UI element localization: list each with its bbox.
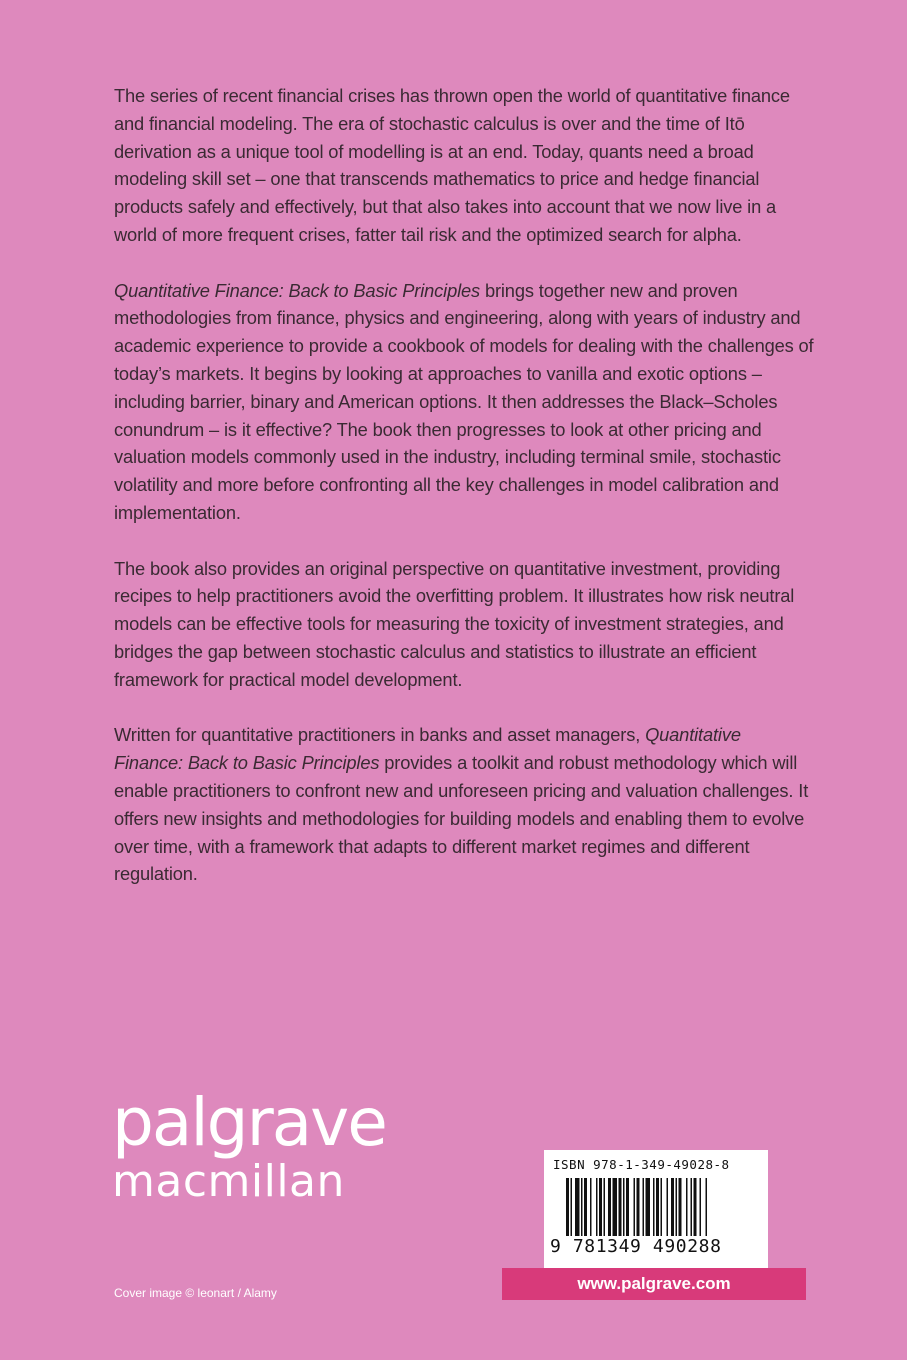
barcode-bar	[590, 1178, 592, 1236]
back-cover-blurb	[114, 82, 814, 916]
barcode-bar	[679, 1178, 682, 1236]
blurb-paragraph-1: The series of recent financial crises has thrown open the world of quantitative finance and financial modeling. The era of stochastic calculus is over and the time of Itō derivation as a unique tool of modelling is at an end. Today, quants need a broad modeling skill set – one that transcends mathematics to price and hedge financial products safely and effectively, but that also takes into account that we now live in a world of more frequent crises, fatter tail risk and the optimized search for alpha.	[114, 85, 790, 245]
barcode-bar	[667, 1178, 669, 1236]
publisher-url[interactable]: www.palgrave.com	[502, 1268, 806, 1300]
barcode-bar	[686, 1178, 688, 1236]
barcode-bar	[619, 1178, 622, 1236]
book-title-italic-2: Quantitative Finance: Back to Basic Principles	[114, 724, 741, 774]
barcode-bar	[694, 1178, 697, 1236]
cover-image-credit: Cover image © leonart / Alamy	[114, 1286, 277, 1300]
barcode-bar	[653, 1178, 655, 1236]
barcode-bar	[691, 1178, 693, 1236]
barcode-bar	[646, 1178, 651, 1236]
barcode-bar	[623, 1178, 625, 1236]
book-title-italic: Quantitative Finance: Back to Basic Principles	[114, 279, 481, 301]
barcode-bar	[613, 1178, 618, 1236]
isbn-label: ISBN 978-1-349-49028-8	[553, 1157, 730, 1172]
blurb-paragraph-2-text: brings together new and proven methodologies from finance, physics and engineering, along with years of industry and academic experience to provide a cookbook of models for dealing with the challenges of today’s markets. It begins by looking at approaches to vanilla and exotic options – including barrier, binary and American options. It then addresses the Black–Scholes conundrum – is it effective? The book then progresses to look at other pricing and valuation models commonly used in the industry, including terminal smile, stochastic volatility and more before confronting all the key challenges in model calibration and implementation.	[114, 279, 814, 523]
logo-palgrave: palgrave	[112, 1084, 386, 1161]
barcode-bar	[626, 1178, 629, 1236]
barcode-bar	[661, 1178, 663, 1236]
barcode-bar	[599, 1178, 602, 1236]
logo-macmillan: macmillan	[112, 1156, 345, 1207]
barcode-bar	[604, 1178, 606, 1236]
blurb-paragraph-3: The book also provides an original perspective on quantitative investment, providing recipes to help practitioners avoid the overfitting problem. It illustrates how risk neutral models can be effective tools for measuring the toxicity of investment strategies, and bridges the gap between stochastic calculus and statistics to illustrate an efficient framework for practical model development.	[114, 557, 795, 690]
barcode-bars	[566, 1178, 756, 1238]
barcode-bar	[608, 1178, 611, 1236]
barcode-bar	[575, 1178, 580, 1236]
barcode-digits: 9 781349 490288	[550, 1236, 722, 1257]
blurb-paragraph-4-text: provides a toolkit and robust methodology which will enable practitioners to confront new and unforeseen pricing and valuation challenges. It offers new insights and methodologies for building models and enabling them to evolve over time, with a framework that adapts to different market regimes and different regulation.	[114, 752, 809, 885]
barcode-bar	[671, 1178, 674, 1236]
isbn-barcode	[544, 1150, 768, 1268]
barcode-bar	[571, 1178, 573, 1236]
barcode-bar	[566, 1178, 569, 1236]
barcode-bar	[706, 1178, 708, 1236]
barcode-bar	[676, 1178, 678, 1236]
barcode-bar	[656, 1178, 659, 1236]
barcode-bar	[700, 1178, 702, 1236]
publisher-logo	[112, 1084, 386, 1207]
barcode-bar	[596, 1178, 598, 1236]
blurb-paragraph-4-start: Written for quantitative practitioners in banks and asset managers,	[114, 724, 646, 746]
blurb-paragraph-2	[114, 277, 814, 527]
barcode-bar	[637, 1178, 640, 1236]
barcode-bar	[581, 1178, 583, 1236]
blurb-paragraph-4	[114, 721, 814, 888]
barcode-bar	[643, 1178, 645, 1236]
barcode-bar	[584, 1178, 587, 1236]
barcode-bar	[634, 1178, 636, 1236]
